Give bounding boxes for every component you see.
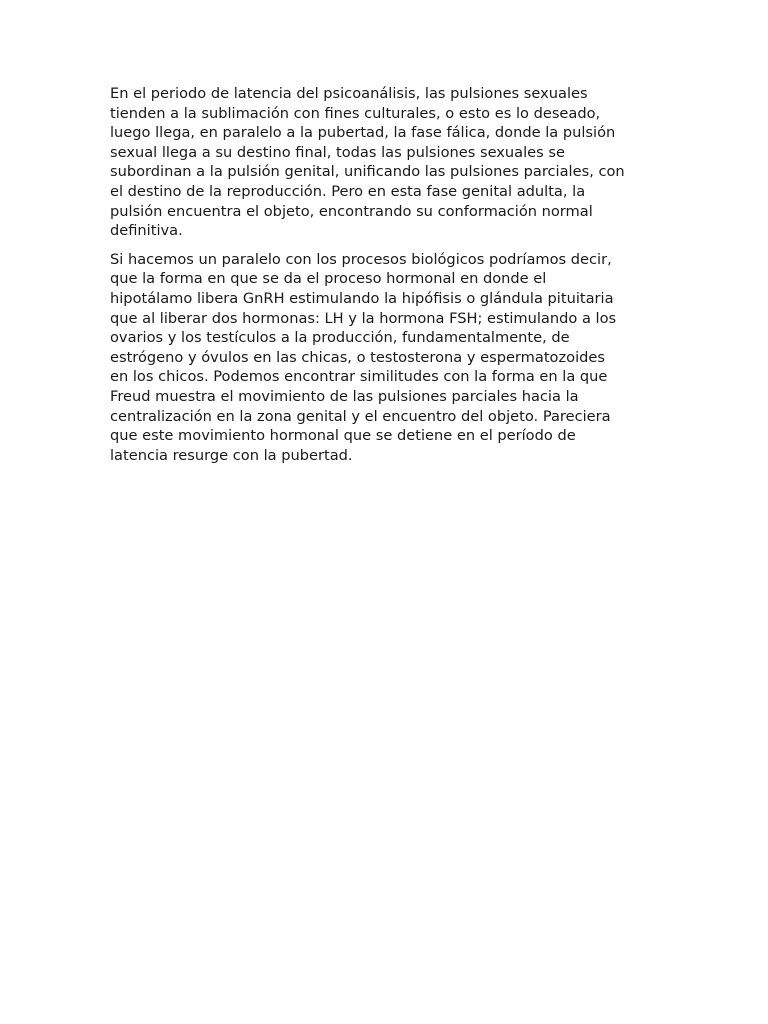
text-line: el destino de la reproducción. Pero en esta fase genital adulta, la — [110, 182, 586, 200]
paragraph-biological-parallel — [110, 250, 660, 466]
text-line: definitiva. — [110, 222, 183, 240]
text-line: subordinan a la pulsión genital, unificando las pulsiones parciales, con — [110, 163, 625, 181]
text-line: luego llega, en paralelo a la pubertad, la fase fálica, donde la pulsión — [110, 124, 616, 142]
paragraph-latency — [110, 84, 660, 241]
text-line: que al liberar dos hormonas: LH y la hormona FSH; estimulando a los — [110, 309, 617, 327]
text-line: En el periodo de latencia del psicoanálisis, las pulsiones sexuales — [110, 85, 588, 102]
text-line: en los chicos. Podemos encontrar similitudes con la forma en la que — [110, 368, 608, 386]
text-line: que este movimiento hormonal que se detiene en el período de — [110, 427, 576, 445]
text-line: tienden a la sublimación con fines culturales, o esto es lo deseado, — [110, 104, 601, 122]
text-line: centralización en la zona genital y el encuentro del objeto. Pareciera — [110, 407, 611, 425]
text-line: ovarios y los testículos a la producción, fundamentalmente, de — [110, 329, 570, 347]
text-line: Freud muestra el movimiento de las pulsiones parciales hacia la — [110, 387, 579, 405]
text-line: Si hacemos un paralelo con los procesos biológicos podríamos decir, — [110, 250, 612, 268]
text-line: sexual llega a su destino final, todas las pulsiones sexuales se — [110, 143, 565, 161]
text-line: latencia resurge con la pubertad. — [110, 446, 353, 464]
document-body — [110, 84, 660, 474]
text-line: pulsión encuentra el objeto, encontrando su conformación normal — [110, 202, 593, 220]
text-line: estrógeno y óvulos en las chicas, o testosterona y espermatozoides — [110, 348, 605, 366]
text-line: que la forma en que se da el proceso hormonal en donde el — [110, 270, 547, 288]
text-line: hipotálamo libera GnRH estimulando la hipófisis o glándula pituitaria — [110, 289, 614, 307]
